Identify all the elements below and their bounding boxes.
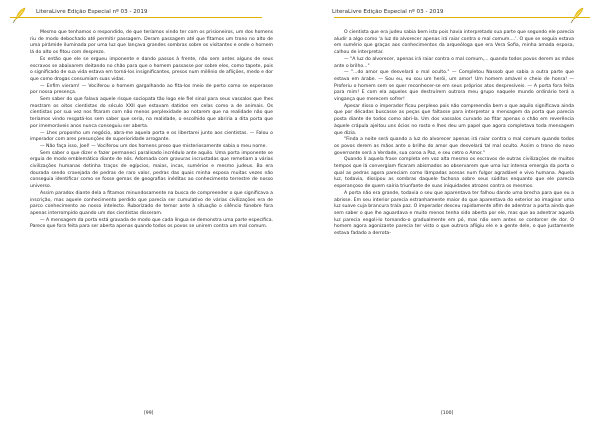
paragraph: — Lhes proponho um negócio, abra-me aquela porta e os libertarei junto aos cientistas. — Falou o imperador com ares presunções de superioridade arrogante.	[30, 130, 273, 143]
quill-pen-icon	[10, 3, 32, 25]
paragraph: Sem saber o que dizer e fazer permaneci paralisado incrédulo ante aquilo. Uma porta imponente se erguia de modo emblemático diante de nós. Adornada com gravuras incrustadas que remetiam a várias civilizações humanas detinha traços de egípcios, maias, incas, sumérios e mesmo judeus. Ba era dourada sendo cravejada de pedras de raro valor, pedras das quais minha esposa muitas vezes não conseguia identificar como se fosse gemas de geografias inéditas ao conhecimento terrestre de nosso universo.	[30, 150, 273, 190]
paragraph: — "...do amor que desvelará o mal oculto." — Completou Nassob que sabia a outra parte que estava em árabe. — Sou eu, eu sou um herói, um amor! Um homem amável e cheio de honra! — Proferiu o homem sem se quer reconhecer-se em seus próprios atos despresíveis. — A porta fora feita para mim! E com ela aqueles que destruírem outrora meu grupo naquele mundo ordinário terá a vingança que merecem sofrer!	[334, 70, 574, 103]
paragraph: O cientista que era judeu sabia bem isto pois havia interpretado sua parte que segundo ele parecia aludir a algo como 'a luz do alvorecer apenas irá raiar contra o mal comum....'. O que se seguia estava em sumério que graças aos conhecimentos da arqueóloga que era Vera Sofia, minha amada esposa, calhou de interpretar.	[334, 30, 574, 56]
paragraph: — Enfim vieram! — Vociferou o homem gargalhando ao fita-los meio de perto como se esperasse por nossa presença.	[30, 83, 273, 96]
quill-pen-icon	[568, 3, 590, 25]
paragraph: A porta não era grande, todavia o seu que aparentava ter falhou dando uma brecha para que eu a abrisse. Em seu interior parecia estranhamente maior do que aparentava do exterior ao imaginar uma luz suave cuja brancura traía paz. O imperador desceu rapidamente afim de adentrar a porta ainda que sem saber o que lhe aguardava e muito menos tenha sido aberta por ele, mas que ao adentrar aquela luz parecia engoli-lo tornando-o gradualmente em pó, mas não sem antes se contorcer de dor. O homem agora agonizante parecia ter visto o que outrora afligiu ele e a gente dele, o que justamente estava fadado a derrota-	[334, 190, 574, 237]
paragraph: — "A luz do alvorecer, apenas irá raiar contra o mal comum,... quando todos povos derem as mãos ante o brilho..."	[334, 56, 574, 69]
paragraph: Mesmo que tenhamos o respondido, de que teríamos vindo ter com os prisioneiros, um dos homens riu de modo debochado até permitir passagem. Deram passagem até que fitamos um trono no alto de uma pirâmide iluminada por uma luz que lançava grandes sombras sobre os visitantes e onde o homem lá do alto os fitou com desprezo.	[30, 30, 273, 56]
right-page	[300, 0, 600, 424]
page-number: [99]	[144, 411, 154, 416]
page-header	[10, 9, 290, 23]
paragraph: Apesar disso o imperador ficou perplexo pois não compreendia bem o que aquilo significava ainda que por décadas buscasse as peças que faltasse para interpretar a mensagem da porta que parecia posta diante de todos como abri-la. Um dos vassalos curvado ao fitar apenas o chão em reverência àquele crápula ajeitou uns ócios no rosto e lhes deu um papel que agora completava toda mensagem que dizia.	[334, 103, 574, 136]
header-rule	[334, 17, 590, 18]
header-rule	[10, 17, 262, 18]
paragraph: Es então que ele se ergueu imponente e dando passos à frente, não sem antes alguns de seus escravos se abaixarem deitando no chão para que o homem passasse por sobre eles, como tapete, pois o significado de sua vida estava em torná-los insignificantes, presos num milênio de aflições, medo e dor que como drogas consumiam suas vidas.	[30, 56, 273, 82]
paragraph: "Finda a noite será quando a luz do alvorecer apenas irá raiar contra o mal comum quando todos os povos derem as mãos ante o brilho do amor que desvelará tal mal oculto. Assim o trono do novo governante será a Verdade, sua coroa a Paz, e seu cetro o Amor."	[334, 137, 574, 156]
paragraph: — A mensagem da porta está gravada de modo que cada língua se demonstra uma parte específica. Parece que fora feita para ser aberta apenas quando todos os povos se unirem contra um mal comum.	[30, 217, 273, 230]
header-title: LiteraLivre Edição Especial nº 03 - 2019	[332, 9, 444, 15]
paragraph: Assim paradox diante dela a fitamos minundosamente na busca de compreender o que significava a inscrição, mas aquele conhecimento perdido que parecia ser cumulativo de várias civilizações era de parco conhecimento ao nosso intelecto. Ruborizado de temor ante à situação o silêncio fúnebre fora apenas interrompido quando um dos cientistas disseram.	[30, 190, 273, 216]
page-header	[310, 9, 590, 23]
left-page-body	[30, 30, 273, 231]
paragraph: Sem saber do que falava aquele risque sociopata tão logo ele fiel sinal para seus vassalos que lhes mostram os oitos cientistas do século XXII que estavam datidos em celas como a de animais. Os cientistas por sua vez nos fitaram com não menos perplexidade ao notarem que na realidade não que teríamos vindo resgatá-los sem saber que seria, na realidade, o escolhido que abriria a dita porta que por imemoráveis anos nunca conseguiu ser aberta.	[30, 97, 273, 129]
page-number: [100]	[441, 411, 454, 416]
header-title: LiteraLivre Edição Especial nº 03 - 2019	[36, 9, 148, 15]
paragraph: Quando lí aquela frase completa em voz alta mesmo os escravos de outras civilizações de muitos tempos que lá convergiam ficaram abismados ao observarem que uma luz intensa emergia da porta o qual as pedras agora pareciam como lâmpadas acesas num fulgor agradável e vivo humana. Aquela luz, todavia, dissipou as sombras daquele fachona sobre seus súditos enquanto que ele parecia esperançoso de quem saíria triunfante de suas iniquidades atrozes contra os mesmos.	[334, 157, 574, 190]
right-page-body	[334, 30, 574, 238]
paragraph: — Não faça isso, Joel! — Vociferou um dos homens preso que misteriosamente sabia o meu nome.	[40, 143, 267, 149]
